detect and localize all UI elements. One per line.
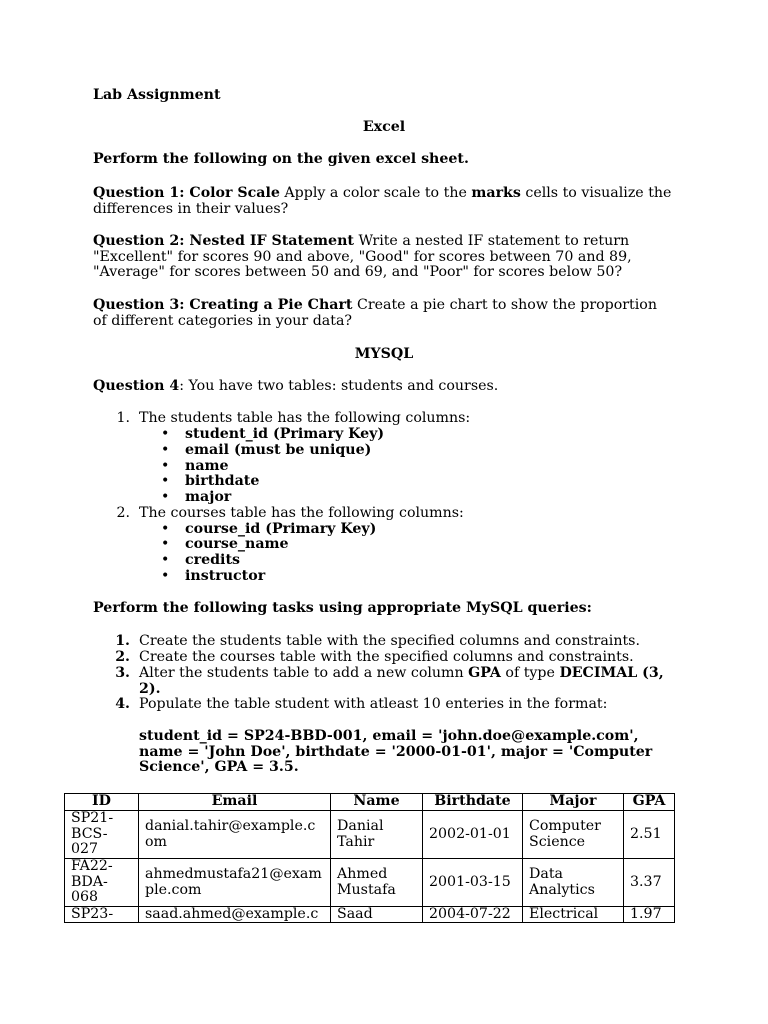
bullet-icon: •	[161, 489, 170, 505]
cell-email: danial.tahir@example.c om	[139, 811, 331, 859]
bullet-icon: •	[161, 568, 170, 584]
column-item: course_name	[185, 536, 289, 552]
question-4: Question 4: You have two tables: students and courses.	[93, 378, 499, 394]
table-row	[65, 859, 675, 907]
column-item: email (must be unique)	[185, 442, 372, 458]
cell-email: ahmedmustafa21@exam ple.com	[139, 859, 331, 907]
cell-id: SP23-	[65, 907, 139, 923]
table-row	[65, 907, 675, 923]
task-number: 4.	[115, 696, 130, 712]
column-item: instructor	[185, 568, 266, 584]
cell-name: Saad	[331, 907, 423, 923]
column-item: student_id (Primary Key)	[185, 426, 385, 442]
task-item: Create the students table with the specified columns and constraints.	[139, 633, 640, 649]
tasks-intro: Perform the following tasks using appropriate MySQL queries:	[93, 600, 592, 616]
cell-name: Ahmed Mustafa	[331, 859, 423, 907]
header-name: Name	[331, 794, 423, 811]
task-item: Populate the table student with atleast 10 enteries in the format:	[139, 696, 608, 712]
column-item: major	[185, 489, 232, 505]
list-number: 2.	[116, 505, 130, 521]
bullet-icon: •	[161, 426, 170, 442]
task-number: 1.	[115, 633, 130, 649]
bullet-icon: •	[161, 552, 170, 568]
task-number: 3.	[115, 665, 130, 681]
column-item: birthdate	[185, 473, 260, 489]
bullet-icon: •	[161, 521, 170, 537]
list-item: The students table has the following columns:	[139, 410, 471, 426]
table-row	[65, 811, 675, 859]
header-birthdate: Birthdate	[423, 794, 523, 811]
question-1: Question 1: Color Scale Apply a color scale to the marks cells to visualize the differences in their values?	[93, 185, 672, 217]
excel-intro: Perform the following on the given excel sheet.	[93, 151, 469, 167]
doc-title: Lab Assignment	[93, 87, 221, 103]
cell-birthdate: 2001-03-15	[423, 859, 523, 907]
cell-gpa: 2.51	[624, 811, 675, 859]
bullet-icon: •	[161, 536, 170, 552]
cell-major: Computer Science	[523, 811, 624, 859]
format-example: student_id = SP24-BBD-001, email = 'john.doe@example.com', name = 'John Doe', birthdate = '2000-01-01', major = 'Computer Science', GPA = 3.5.	[139, 728, 653, 775]
bullet-icon: •	[161, 442, 170, 458]
list-number: 1.	[116, 410, 130, 426]
cell-major: Data Analytics	[523, 859, 624, 907]
column-item: name	[185, 458, 229, 474]
cell-name: Danial Tahir	[331, 811, 423, 859]
header-email: Email	[139, 794, 331, 811]
column-item: course_id (Primary Key)	[185, 521, 377, 537]
cell-id: FA22- BDA- 068	[65, 859, 139, 907]
cell-email: saad.ahmed@example.c	[139, 907, 331, 923]
students-table	[64, 793, 675, 923]
header-gpa: GPA	[624, 794, 675, 811]
cell-gpa: 1.97	[624, 907, 675, 923]
column-item: credits	[185, 552, 240, 568]
question-2: Question 2: Nested IF Statement Write a nested IF statement to return "Excellent" for scores 90 and above, "Good" for scores between 70 and 89, "Average" for scores between 50 and 69, and "Poor" for scores below 50?	[93, 233, 632, 280]
cell-gpa: 3.37	[624, 859, 675, 907]
cell-birthdate: 2004-07-22	[423, 907, 523, 923]
cell-birthdate: 2002-01-01	[423, 811, 523, 859]
task-number: 2.	[115, 649, 130, 665]
task-item: Alter the students table to add a new column GPA of type DECIMAL (3, 2).	[139, 665, 664, 697]
bullet-icon: •	[161, 473, 170, 489]
bullet-icon: •	[161, 458, 170, 474]
cell-id: SP21- BCS- 027	[65, 811, 139, 859]
header-major: Major	[523, 794, 624, 811]
table-header-row	[65, 794, 675, 811]
header-id: ID	[65, 794, 139, 811]
task-item: Create the courses table with the specified columns and constraints.	[139, 649, 634, 665]
question-3: Question 3: Creating a Pie Chart Create a pie chart to show the proportion of different categories in your data?	[93, 297, 657, 329]
cell-major: Electrical	[523, 907, 624, 923]
list-item: The courses table has the following columns:	[139, 505, 464, 521]
excel-heading: Excel	[362, 119, 406, 135]
mysql-heading: MYSQL	[354, 346, 414, 362]
